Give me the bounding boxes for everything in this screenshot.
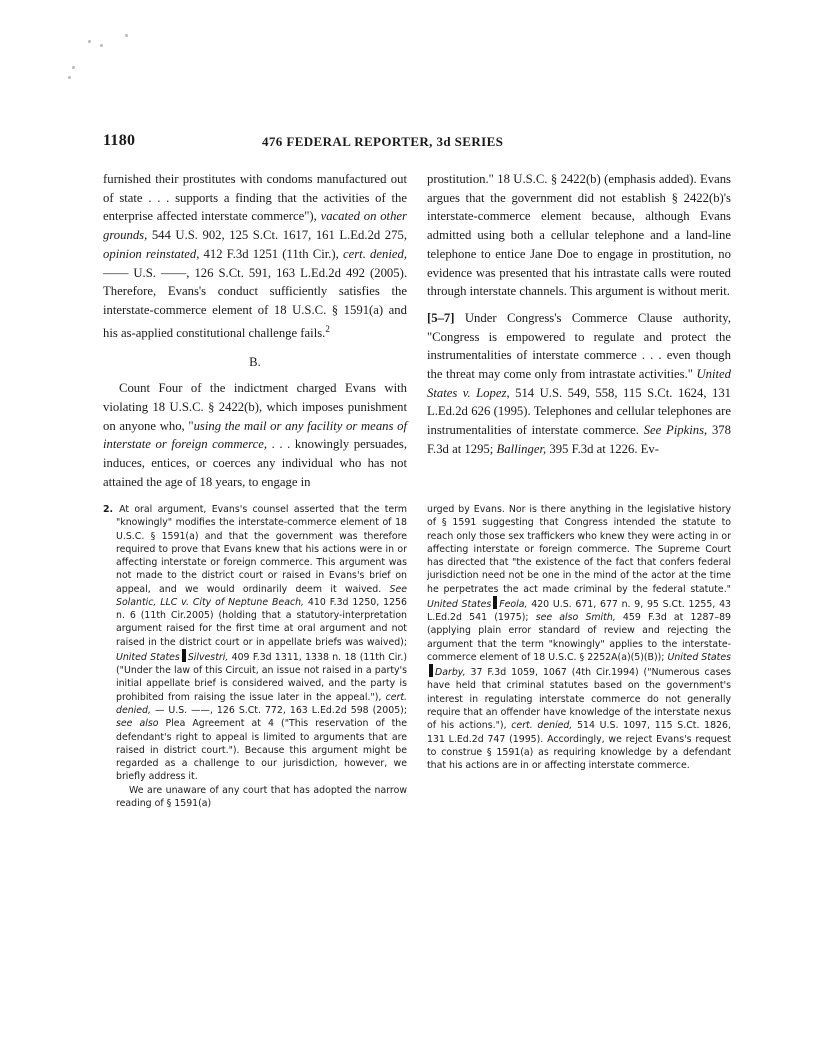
italic-run: using the mail or any facility or means of interstate or foreign commerce,: [103, 418, 407, 452]
text-run: Under Congress's Commerce Clause authority, "Congress is empowered to regulate and protect the instrumentalities of interstate commerce . . . even though the threat may come only from intrastate activities.": [427, 310, 731, 382]
text-run: 412 F.3d 1251 (11th Cir.),: [199, 246, 343, 261]
italic-run: See Solantic, LLC v. City of Neptune Beach,: [116, 583, 407, 608]
footnote-left-column: [103, 503, 407, 810]
text-run: 395 F.3d at 1226. Ev-: [546, 441, 659, 456]
text-run: — U.S. ——, 126 S.Ct. 772, 163 L.Ed.2d 598 (2005);: [150, 704, 407, 716]
scan-speck: [72, 66, 75, 69]
scan-speck: [68, 76, 71, 79]
text-run: 409 F.3d 1311, 1338 n. 18 (11th Cir.) ("Under the law of this Circuit, an issue not raised in a party's initial appellate brief is considered waived, and the party is prohibited from raising the issue later in the appeal."),: [116, 651, 407, 703]
text-run: 544 U.S. 902, 125 S.Ct. 1617, 161 L.Ed.2d 275,: [147, 228, 407, 243]
section-heading: B.: [249, 354, 261, 369]
scan-speck: [88, 40, 91, 43]
text-run: 420 U.S. 671, 677 n. 9, 95 S.Ct. 1255, 43 L.Ed.2d 541 (1975);: [427, 598, 732, 624]
text-run: 459 F.3d at 1287–89 (applying plain error standard of review and rejecting the argument that the term "knowingly" applies to the interstate-commerce element of 18 U.S.C. § 2252A(a)(5)(B));: [427, 612, 732, 663]
text-run: Plea Agreement at 4 ("This reservation of the defendant's right to appeal is limited to arguments that are raised in district court."). Because this argument might be regarded as a challenge to our jurisdiction, however, we briefly address it.: [116, 718, 407, 783]
text-run: 378 F.3d at 1295;: [427, 423, 731, 456]
scan-speck: [100, 44, 103, 47]
italic-run: See Pipkins,: [643, 423, 708, 438]
left-text-column: [103, 170, 407, 491]
italic-run: vacated on other grounds,: [103, 209, 407, 243]
italic-run: opinion reinstated,: [103, 246, 200, 261]
italic-run: United States: [427, 598, 492, 610]
footnote-ref[interactable]: 2: [325, 323, 330, 334]
italic-run: United States v. Lopez,: [427, 367, 731, 400]
italic-run: cert. denied,: [116, 691, 407, 716]
italic-run: Feola,: [499, 598, 528, 610]
italic-run: United States: [667, 651, 731, 663]
italic-run: United States: [116, 651, 180, 663]
text-run: . . . knowingly persuades, induces, entices, or coerces any individual who has not attained the age of 18 years, to engage in: [103, 437, 407, 489]
text-run: —— U.S. ——, 126 S.Ct. 591, 163 L.Ed.2d 492 (2005). Therefore, Evans's conduct sufficiently satisfies the interstate-commerce element of 18 U.S.C. § 1591(a) and his as-applied constitutional challenge fails.: [103, 265, 407, 340]
text-run: urged by Evans. Nor is there anything in the legislative history of § 1591 suggesting that Congress intended the statute to reach only those sex traffickers who knew they were acting in or affecting interstate or foreign commerce. The Supreme Court has directed that "the existence of the fact that confers federal jurisdiction need not be one in the mind of the actor at the time he perpetrates the act made criminal by the federal statute.": [427, 504, 731, 595]
right-text-column: [427, 170, 731, 459]
footnote-2: [103, 503, 407, 784]
paragraph: [103, 379, 407, 491]
running-head: 476 FEDERAL REPORTER, 3d SERIES: [262, 134, 504, 149]
text-run: furnished their prostitutes with condoms manufactured out of state . . . supports a finding that the activities of the enterprise affected interstate commerce"),: [103, 172, 407, 224]
italic-run: Silvestri,: [187, 651, 229, 663]
italic-run: see also Smith,: [535, 612, 616, 624]
footnote-right-column: [427, 503, 731, 772]
footnote-continued: [427, 503, 731, 772]
italic-run: cert. denied,: [511, 720, 573, 732]
text-run: prostitution." 18 U.S.C. § 2422(b) (emphasis added). Evans argues that the government did not establish § 2422(b)'s interstate-commerce element because, although Evans admitted using both a cellular telephone and a land-line telephone to entice Jane Doe to engage in prostitution, no evidence was presented that his intrastate calls were routed through interstate channels. This argument is without merit.: [427, 172, 731, 299]
paragraph-continued: [427, 170, 731, 301]
headnote-number: [5–7]: [427, 310, 455, 325]
footnote-paragraph: We are unaware of any court that has adopted the narrow reading of § 1591(a): [116, 784, 407, 809]
italic-run: Darby,: [435, 667, 466, 679]
scan-speck: [125, 34, 128, 37]
text-run: 37 F.3d 1059, 1067 (4th Cir.1994) ("Numerous cases have held that criminal statutes based on the government's interest in regulating interstate commerce do not generally require that an offender have knowledge of the interstate nexus of his actions."),: [427, 667, 731, 732]
text-run: 514 U.S. 549, 558, 115 S.Ct. 1624, 131 L.Ed.2d 626 (1995). Telephones and cellular telephones are instrumentalities of interstate commerce.: [427, 385, 732, 438]
redaction-mark: [493, 596, 497, 609]
text-run: Count Four of the indictment charged Evans with violating 18 U.S.C. § 2422(b), which imposes punishment on anyone who, ": [103, 381, 407, 433]
italic-run: Ballinger,: [496, 441, 547, 456]
italic-run: see also: [116, 718, 159, 730]
footnote-number: 2.: [103, 504, 114, 515]
italic-run: cert. denied,: [342, 246, 408, 261]
page-number: 1180: [103, 132, 136, 149]
redaction-mark: [182, 649, 186, 662]
text-run: At oral argument, Evans's counsel asserted that the term "knowingly" modifies the interstate-commerce element of 18 U.S.C. § 1591(a) and that the government was therefore required to prove that Evans knew that his actions were in or affecting interstate or foreign commerce. This argument was not made to the district court or raised in Evans's brief on appeal, and we would ordinarily deem it waived.: [116, 504, 407, 595]
text-run: 514 U.S. 1097, 115 S.Ct. 1826, 131 L.Ed.2d 747 (1995). Accordingly, we reject Evans's request to construe § 1591(a) as requiring knowledge by a defendant that his actions are in or affecting interstate commerce.: [427, 720, 731, 772]
paragraph: [427, 309, 731, 459]
redaction-mark: [429, 664, 433, 677]
text-run: 410 F.3d 1250, 1256 n. 6 (11th Cir.2005) (holding that a statutory-interpretation argument raised for the first time at oral argument and not raised in the district court or in appellate briefs was waived);: [116, 596, 407, 648]
paragraph-continued: [103, 170, 407, 343]
